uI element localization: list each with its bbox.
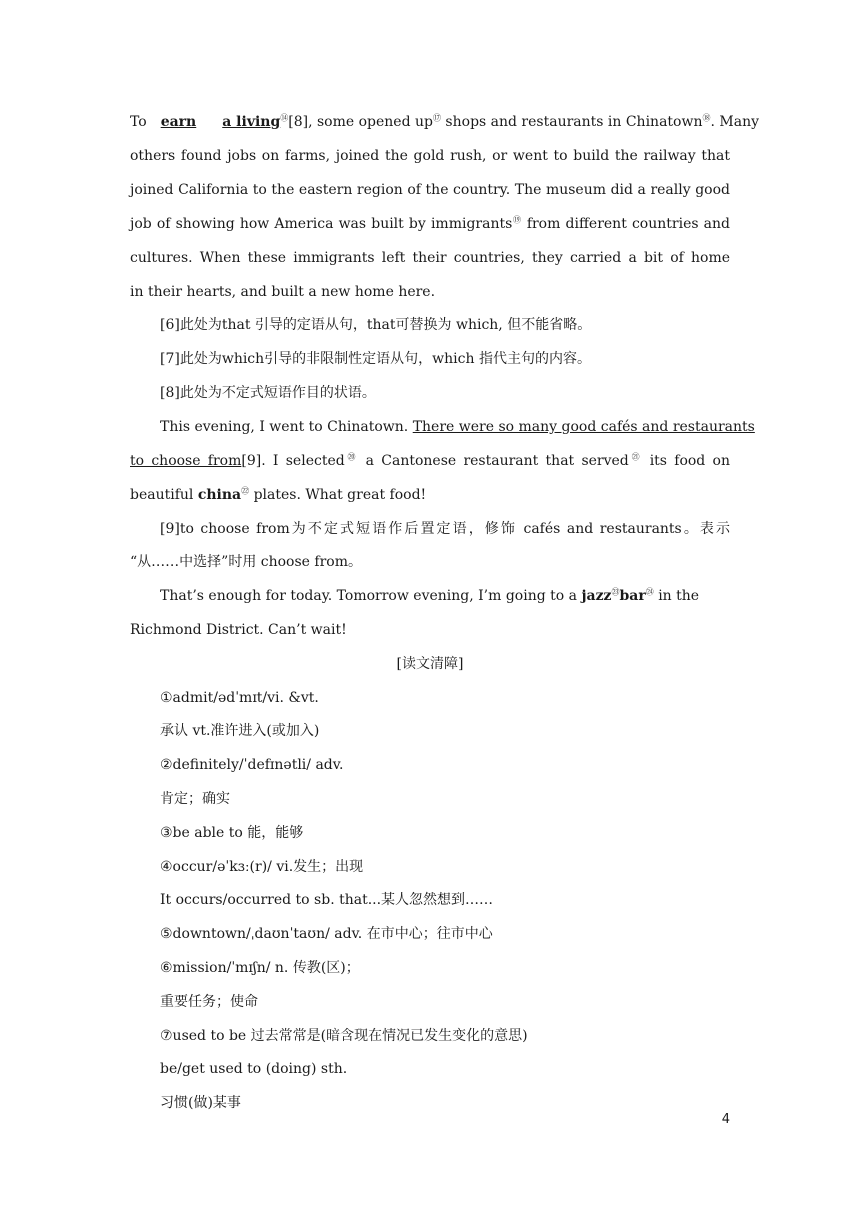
passage-line — [130, 451, 730, 471]
vocab-item: 肯定；确实 — [160, 791, 230, 807]
passage-text: its food on — [642, 453, 730, 469]
passage-text: in the — [653, 588, 700, 604]
vocab-item: ⑤downtown/ˌdaʊnˈtaʊn/ adv. 在市中心；往市中心 — [160, 926, 493, 942]
passage-text: shops and restaurants in Chinatown — [440, 114, 703, 130]
footnote-marker: ⑰ — [432, 113, 441, 123]
vocab-item: ⑥mission/ˈmɪʃn/ n. 传教(区)； — [160, 960, 360, 976]
footnote-marker: ⑳ — [344, 452, 359, 462]
vocab-item: ⑦used to be 过去常常是(暗含现在情况已发生变化的意思) — [160, 1028, 528, 1044]
grammar-note: [7]此处为which引导的非限制性定语从句，which 指代主句的内容。 — [160, 351, 591, 367]
word-earn: earn — [160, 114, 197, 130]
passage-text: . Many — [710, 114, 759, 130]
passage-text: That’s enough for today. Tomorrow evening, I’m going to a — [160, 588, 582, 604]
vocab-item: ④occur/əˈkɜː(r)/ vi.发生；出现 — [160, 859, 364, 875]
grammar-note: [8]此处为不定式短语作目的状语。 — [160, 385, 376, 401]
grammar-note: “从……中选择”时用 choose from。 — [130, 554, 362, 570]
footnote-marker: ⑲ — [512, 215, 522, 225]
underlined-sentence: to choose from — [130, 453, 242, 469]
passage-text: [8], some opened up — [288, 114, 433, 130]
footnote-marker: ⑱ — [702, 113, 711, 123]
passage-text: a Cantonese restaurant that served — [358, 453, 629, 469]
page-number: 4 — [721, 1112, 730, 1127]
vocab-item: 承认 vt.准许进入(或加入) — [160, 723, 320, 739]
passage-text: from different countries and — [521, 216, 730, 232]
word-jazz: jazz — [581, 588, 612, 604]
passage-line — [160, 417, 755, 437]
passage-text: [9]. I selected — [241, 453, 345, 469]
word-china: china — [197, 487, 242, 503]
vocab-item: ①admit/ədˈmɪt/vi. &vt. — [160, 690, 319, 706]
passage-line: joined California to the eastern region of the country. The museum did a really good — [130, 182, 730, 198]
passage-text: beautiful — [130, 487, 198, 503]
passage-line — [130, 485, 730, 505]
passage-line: others found jobs on farms, joined the gold rush, or went to build the railway that — [130, 148, 730, 164]
passage-line: in their hearts, and built a new home here. — [130, 284, 436, 300]
passage-line: Richmond District. Can’t wait! — [130, 622, 347, 638]
vocab-item: 习惯(做)某事 — [160, 1095, 241, 1111]
vocab-item: 重要任务；使命 — [160, 994, 258, 1010]
footnote-marker: ⑭ — [280, 113, 289, 123]
word-to: To — [130, 114, 147, 130]
footnote-marker: ㉑ — [628, 452, 643, 462]
vocab-item: be/get used to (doing) sth. — [160, 1061, 348, 1077]
footnote-marker: ㉒ — [241, 486, 250, 496]
passage-line — [160, 586, 730, 606]
passage-text: plates. What great food! — [249, 487, 427, 503]
section-title: [读文清障] — [396, 656, 464, 672]
passage-text: This evening, I went to Chinatown. — [160, 419, 413, 435]
grammar-note: [9]to choose from为不定式短语作后置定语，修饰 cafés and restaurants。表示 — [160, 521, 730, 537]
passage-line — [130, 112, 759, 132]
vocab-item: ②definitely/ˈdefɪnətli/ adv. — [160, 757, 344, 773]
word-bar: bar — [619, 588, 646, 604]
grammar-note: [6]此处为that 引导的定语从句，that可替换为 which, 但不能省略。 — [160, 317, 592, 333]
passage-line — [130, 214, 730, 234]
vocab-item: ③be able to 能，能够 — [160, 825, 304, 841]
passage-line: cultures. When these immigrants left their countries, they carried a bit of home — [130, 250, 730, 266]
footnote-marker: ㉓ — [611, 587, 620, 597]
underlined-sentence: There were so many good cafés and restaurants — [412, 419, 755, 435]
passage-text: job of showing how America was built by immigrants — [130, 216, 513, 232]
footnote-marker: ㉔ — [645, 587, 654, 597]
word-a-living: a living — [222, 114, 281, 130]
vocab-item: It occurs/occurred to sb. that...某人忽然想到…… — [160, 892, 494, 908]
